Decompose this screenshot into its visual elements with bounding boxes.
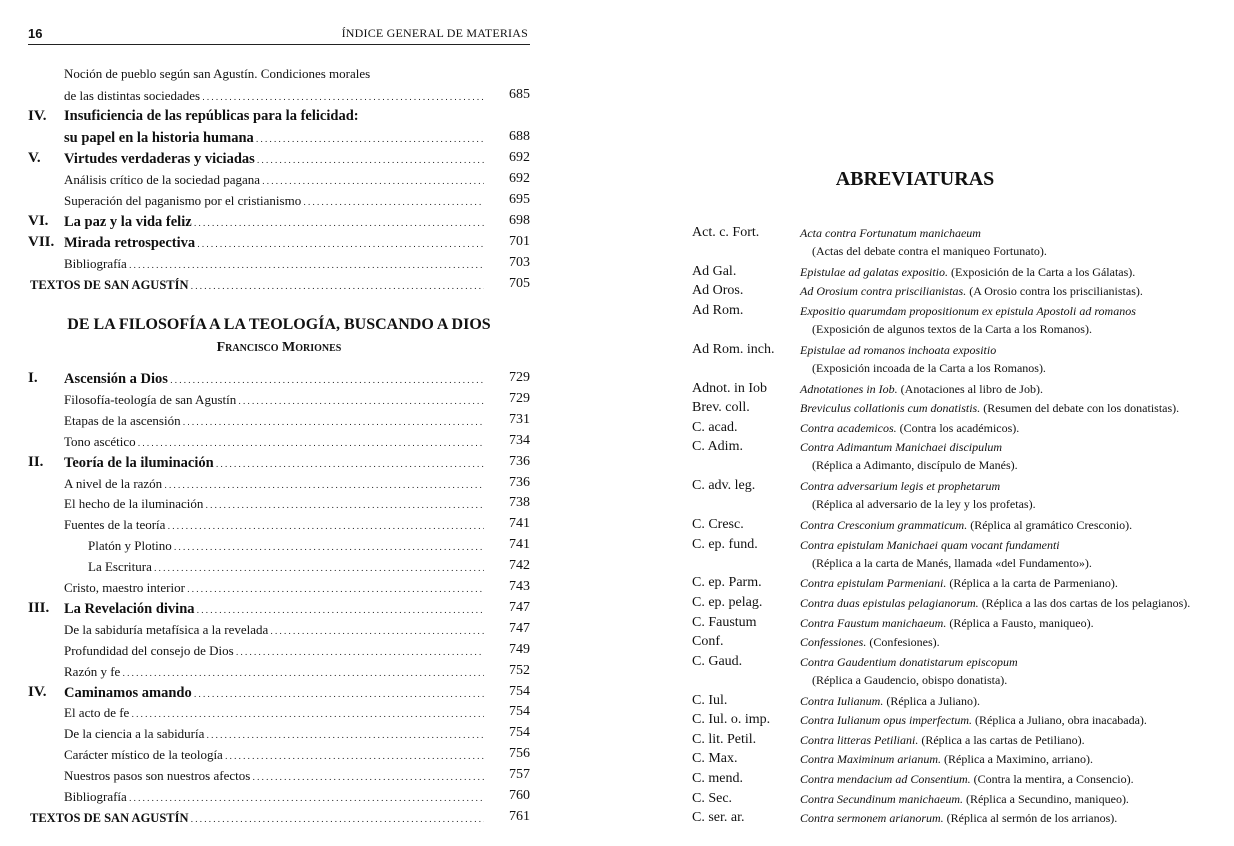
page-number: 16 xyxy=(28,26,43,41)
latin-title xyxy=(800,304,1136,319)
entry-label: Teoría de la iluminación . . . xyxy=(64,455,484,471)
leader-line xyxy=(64,192,484,210)
page-ref: 692 xyxy=(509,171,530,186)
translation: (Réplica a la carta de Manés, llamada «del Fundamento»). xyxy=(812,555,1092,570)
page-ref: 695 xyxy=(509,192,530,207)
abbreviation: C. ep. fund. xyxy=(692,536,758,552)
section-number: V. xyxy=(28,150,41,166)
toc-entry xyxy=(28,663,530,683)
latin-text: Ad Orosium contra priscilianistas. xyxy=(800,284,967,299)
toc-entry xyxy=(28,725,530,745)
page-ref: 757 xyxy=(509,767,530,783)
leader-line xyxy=(64,129,484,147)
page-ref: 756 xyxy=(509,746,530,762)
page-ref: 729 xyxy=(509,370,530,385)
toc-entry xyxy=(28,495,530,515)
toc-entry xyxy=(28,150,530,170)
entry-label: Fuentes de la teoría . . . xyxy=(64,517,484,532)
translation: (Actas del debate contra el maniqueo Fortunato). xyxy=(812,244,1047,258)
page-ref: 688 xyxy=(509,129,530,144)
entry-label: TEXTOS DE SAN AGUSTÍN . . . xyxy=(30,811,484,825)
section-number: IV. xyxy=(28,108,47,124)
leader-line xyxy=(64,684,484,702)
latin-title xyxy=(800,635,940,650)
page-ref: 754 xyxy=(509,725,530,741)
abbreviation: C. ep. pelag. xyxy=(692,595,763,610)
translation: (Réplica a las dos cartas de los pelagianos). xyxy=(981,596,1191,610)
entry-label: Análisis crítico de la sociedad pagana . . . xyxy=(64,172,484,187)
right-page xyxy=(620,0,1210,846)
entry-label: La paz y la vida feliz . . . xyxy=(64,214,484,230)
latin-text: Contra Adimantum Manichaei discipulum xyxy=(800,440,1003,455)
leader-line xyxy=(88,558,484,576)
latin-title xyxy=(800,576,1118,591)
leader-line xyxy=(64,234,484,252)
section-author: Francisco Moriones xyxy=(216,340,342,355)
leader-line xyxy=(64,725,484,743)
latin-title xyxy=(800,265,1135,280)
entry-label: Platón y Plotino . . . xyxy=(88,538,484,553)
section-number: VII. xyxy=(28,234,55,250)
latin-text: Contra mendacium ad Consentium. xyxy=(800,772,971,786)
running-head xyxy=(28,26,530,45)
page-ref: 761 xyxy=(509,808,530,824)
abbreviation: Brev. coll. xyxy=(692,400,750,416)
translation: (Contra la mentira, a Consencio). xyxy=(973,772,1134,786)
latin-title xyxy=(800,401,1179,416)
toc-entry xyxy=(28,516,530,536)
leader-line xyxy=(64,433,484,451)
translation: (Exposición incoada de la Carta a los Romanos). xyxy=(812,360,1046,375)
toc-entry xyxy=(28,391,530,411)
translation: (Réplica al adversario de la ley y los profetas). xyxy=(812,497,1036,512)
latin-title xyxy=(800,772,1134,787)
entry-label: Profundidad del consejo de Dios . . . xyxy=(64,643,484,658)
page-ref: 743 xyxy=(509,579,530,594)
abbreviation: Act. c. Fort. xyxy=(692,225,760,240)
toc-entry xyxy=(28,66,530,86)
latin-title xyxy=(800,440,1002,455)
toc-entry xyxy=(28,600,530,620)
entry-label: Nuestros pasos son nuestros afectos . . . xyxy=(64,768,484,783)
toc-entry xyxy=(28,433,530,453)
toc-entry xyxy=(28,370,530,390)
abbreviation: C. Adim. xyxy=(692,439,743,455)
toc-entry xyxy=(28,704,530,724)
entry-label: Razón y fe . . . xyxy=(64,664,484,679)
entry-label: Noción de pueblo según san Agustín. Condiciones morales xyxy=(64,66,371,81)
translation: (Réplica a Gaudencio, obispo donatista). xyxy=(812,672,1008,687)
section-number: IV. xyxy=(28,683,47,700)
page-ref: 754 xyxy=(509,704,530,720)
page-ref: 705 xyxy=(509,276,530,291)
abbreviation: Ad Rom. inch. xyxy=(692,341,775,357)
leader-line xyxy=(88,537,484,555)
translation: (A Orosio contra los priscilianistas). xyxy=(969,284,1143,299)
entry-label: La Escritura . . . xyxy=(88,559,484,574)
leader-line xyxy=(64,663,484,681)
abbreviation: C. Faustum xyxy=(692,614,757,630)
entry-label: Caminamos amando . . . xyxy=(64,685,484,701)
latin-text: Contra Faustum manichaeum. xyxy=(800,615,947,630)
translation: (Anotaciones al libro de Job). xyxy=(900,381,1043,396)
page-ref: 729 xyxy=(509,390,530,406)
latin-title xyxy=(800,811,1117,826)
entry-label: El hecho de la iluminación . . . xyxy=(64,496,484,511)
entry-label: Tono ascético . . . xyxy=(64,434,484,449)
latin-text: Contra academicos. xyxy=(800,420,897,435)
translation: (Réplica al sermón de los arrianos). xyxy=(946,811,1118,826)
page-ref: 736 xyxy=(509,453,530,469)
latin-title xyxy=(800,733,1085,748)
latin-text: Breviculus collationis cum donatistis. xyxy=(800,401,981,416)
page-ref: 703 xyxy=(509,255,530,270)
section-number: II. xyxy=(28,453,44,470)
leader-line xyxy=(30,276,484,294)
abbreviation: Ad Gal. xyxy=(692,263,737,279)
leader-line xyxy=(64,87,484,105)
toc-entry xyxy=(28,767,530,787)
latin-text: Contra Iulianum opus imperfectum. xyxy=(800,713,972,728)
latin-title xyxy=(800,538,1060,553)
page-ref: 685 xyxy=(509,87,530,102)
translation: (Réplica a Fausto, maniqueo). xyxy=(949,615,1094,630)
toc-entry xyxy=(28,454,530,474)
page-ref: 741 xyxy=(509,516,530,532)
entry-label: Bibliografía . . . xyxy=(64,789,484,804)
page-ref: 692 xyxy=(509,150,530,165)
toc-entry xyxy=(28,171,530,191)
latin-text: Contra sermonem arianorum. xyxy=(800,811,944,826)
entry-label: de las distintas sociedades . . . xyxy=(64,88,484,103)
translation: (Réplica a Secundino, maniqueo). xyxy=(965,791,1129,806)
translation: (Confesiones). xyxy=(869,635,940,650)
entry-label: La Revelación divina . . . xyxy=(64,601,484,617)
toc-entry xyxy=(28,475,530,495)
toc-entry xyxy=(28,108,530,128)
translation: (Réplica a Maximino, arriano). xyxy=(944,752,1093,767)
entry-label: Etapas de la ascensión . . . xyxy=(64,413,484,428)
latin-title xyxy=(800,284,1143,299)
abbreviations-title: ABREVIATURAS xyxy=(835,168,995,190)
latin-text: Adnotationes in Iob. xyxy=(800,381,898,396)
latin-title xyxy=(800,226,981,241)
entry-label: El acto de fe . . . xyxy=(64,705,484,720)
entry-label: Carácter místico de la teología . . . xyxy=(64,747,484,762)
translation: (Réplica a Juliano). xyxy=(886,693,980,708)
entry-label: Superación del paganismo por el cristianismo . . . xyxy=(64,193,484,208)
abbreviation: C. lit. Petil. xyxy=(692,731,757,747)
leader-line xyxy=(64,454,484,472)
abbreviation: C. Gaud. xyxy=(692,653,743,669)
toc-entry xyxy=(28,234,530,254)
latin-title xyxy=(800,518,1132,533)
toc-entry xyxy=(28,621,530,641)
toc-entry xyxy=(28,213,530,233)
translation: (Contra los académicos). xyxy=(899,420,1020,435)
toc-entry xyxy=(28,684,530,704)
toc-entry xyxy=(28,809,530,829)
leader-line xyxy=(64,213,484,231)
latin-title xyxy=(800,382,1043,397)
page-ref: 741 xyxy=(509,537,530,553)
translation: (Réplica a las cartas de Petiliano). xyxy=(921,732,1085,747)
latin-text: Contra litteras Petiliani. xyxy=(800,732,919,747)
leader-line xyxy=(64,495,484,513)
latin-text: Contra Secundinum manichaeum. xyxy=(800,791,963,806)
latin-text: Contra epistulam Parmeniani. xyxy=(800,576,947,591)
latin-text: Contra Gaudentium donatistarum episcopum xyxy=(800,654,1018,669)
page-ref: 734 xyxy=(509,432,530,448)
page-ref: 747 xyxy=(509,620,530,636)
entry-label: Mirada retrospectiva . . . xyxy=(64,235,484,251)
leader-line xyxy=(64,746,484,764)
abbreviation: C. mend. xyxy=(692,771,743,786)
page-ref: 754 xyxy=(509,683,530,699)
leader-line xyxy=(64,579,484,597)
latin-text: Epistulae ad romanos inchoata expositio xyxy=(800,342,997,357)
entry-label: TEXTOS DE SAN AGUSTÍN . . . xyxy=(30,278,484,292)
latin-text: Contra duas epistulas pelagianorum. xyxy=(800,596,979,610)
toc-entry xyxy=(28,746,530,766)
leader-line xyxy=(64,150,484,168)
latin-text: Expositio quarumdam propositionum ex epistula Apostoli ad romanos xyxy=(800,304,1136,318)
latin-title xyxy=(800,616,1094,631)
leader-line xyxy=(64,255,484,273)
toc-entry xyxy=(28,579,530,599)
entry-label: De la sabiduría metafísica a la revelada . . . xyxy=(64,622,484,637)
page-ref: 749 xyxy=(509,641,530,657)
latin-title xyxy=(800,752,1093,767)
leader-line xyxy=(30,809,484,827)
abbreviation: C. Max. xyxy=(692,751,738,767)
latin-text: Contra Cresconium grammaticum. xyxy=(800,518,968,532)
translation: (Réplica a Adimanto, discípulo de Manés). xyxy=(812,458,1018,473)
page-ref: 731 xyxy=(509,411,530,427)
abbreviation: Adnot. in Iob xyxy=(692,380,768,396)
section-number: III. xyxy=(28,599,50,616)
abbreviation: C. Iul. o. imp. xyxy=(692,712,771,728)
leader-line xyxy=(64,704,484,722)
leader-line xyxy=(64,370,484,388)
entry-label: Cristo, maestro interior . . . xyxy=(64,580,484,595)
latin-title xyxy=(800,655,1018,670)
toc-entry xyxy=(28,87,530,107)
latin-text: Acta contra Fortunatum manichaeum xyxy=(800,226,981,240)
page-ref: 752 xyxy=(509,662,530,678)
page-ref: 760 xyxy=(509,788,530,803)
latin-title xyxy=(800,479,1000,494)
page-ref: 736 xyxy=(509,474,530,490)
translation: (Réplica a la carta de Parmeniano). xyxy=(949,576,1118,591)
abbreviation: C. Sec. xyxy=(692,790,733,806)
abbreviation: C. ser. ar. xyxy=(692,810,745,826)
section-title: DE LA FILOSOFÍA A LA TEOLOGÍA, BUSCANDO A DIOS xyxy=(67,316,491,333)
entry-label: A nivel de la razón . . . xyxy=(64,476,484,491)
toc-entry xyxy=(28,788,530,808)
leader-line xyxy=(64,788,484,806)
entry-label: Ascensión a Dios . . . xyxy=(64,371,484,387)
page-ref: 738 xyxy=(509,495,530,511)
leader-line xyxy=(64,767,484,785)
left-page xyxy=(28,0,530,846)
latin-text: Contra Maximinum arianum. xyxy=(800,752,941,767)
latin-text: Epistulae ad galatas expositio. xyxy=(800,264,948,279)
translation: (Exposición de la Carta a los Gálatas). xyxy=(951,264,1136,279)
running-title: ÍNDICE GENERAL DE MATERIAS xyxy=(341,26,528,40)
translation: (Réplica al gramático Cresconio). xyxy=(970,518,1133,532)
section-number: I. xyxy=(28,370,38,386)
entry-label: Filosofía-teología de san Agustín . . . xyxy=(64,392,484,407)
abbreviation: C. acad. xyxy=(692,419,738,435)
toc-entry xyxy=(28,558,530,578)
latin-text: Contra epistulam Manichaei quam vocant fundamenti xyxy=(800,537,1060,552)
abbreviation: C. Iul. xyxy=(692,692,728,708)
leader-line xyxy=(64,391,484,409)
leader-line xyxy=(64,516,484,534)
translation: (Resumen del debate con los donatistas). xyxy=(983,401,1180,416)
abbreviation: Ad Oros. xyxy=(692,283,744,299)
toc-entry xyxy=(28,192,530,212)
abbreviation: C. Cresc. xyxy=(692,517,744,532)
leader-line xyxy=(64,621,484,639)
toc-entry xyxy=(28,276,530,296)
abbreviation: C. ep. Parm. xyxy=(692,575,762,591)
toc-entry xyxy=(28,642,530,662)
entry-label: su papel en la historia humana . . . xyxy=(64,130,484,146)
translation: (Exposición de algunos textos de la Carta a los Romanos). xyxy=(812,322,1092,336)
latin-title xyxy=(800,343,996,358)
latin-text: Contra adversarium legis et prophetarum xyxy=(800,479,1001,494)
latin-text: Confessiones. xyxy=(800,635,867,650)
latin-title xyxy=(800,792,1129,807)
latin-text: Contra Iulianum. xyxy=(800,693,884,708)
leader-line xyxy=(64,171,484,189)
abbreviation: Ad Rom. xyxy=(692,303,744,318)
entry-label: Bibliografía . . . xyxy=(64,256,484,271)
leader-line xyxy=(64,475,484,493)
latin-title xyxy=(800,694,980,709)
leader-line xyxy=(64,412,484,430)
page-ref: 742 xyxy=(509,558,530,574)
page-ref: 698 xyxy=(509,213,530,228)
toc-entry xyxy=(28,412,530,432)
toc-entry xyxy=(28,129,530,149)
entry-label: Insuficiencia de las repúblicas para la felicidad: xyxy=(64,108,359,124)
leader-line xyxy=(64,600,484,618)
section-number: VI. xyxy=(28,213,49,229)
latin-title xyxy=(800,596,1190,611)
abbreviation: C. adv. leg. xyxy=(692,478,756,494)
toc-entry xyxy=(28,537,530,557)
entry-label: De la ciencia a la sabiduría . . . xyxy=(64,726,484,741)
abbreviation: Conf. xyxy=(692,634,724,650)
latin-title xyxy=(800,421,1019,436)
page-ref: 701 xyxy=(509,234,530,249)
entry-label: Virtudes verdaderas y viciadas . . . xyxy=(64,151,484,167)
toc-entry xyxy=(28,255,530,275)
page-ref: 747 xyxy=(509,599,530,615)
leader-line xyxy=(64,642,484,660)
latin-title xyxy=(800,713,1147,728)
translation: (Réplica a Juliano, obra inacabada). xyxy=(975,713,1147,728)
